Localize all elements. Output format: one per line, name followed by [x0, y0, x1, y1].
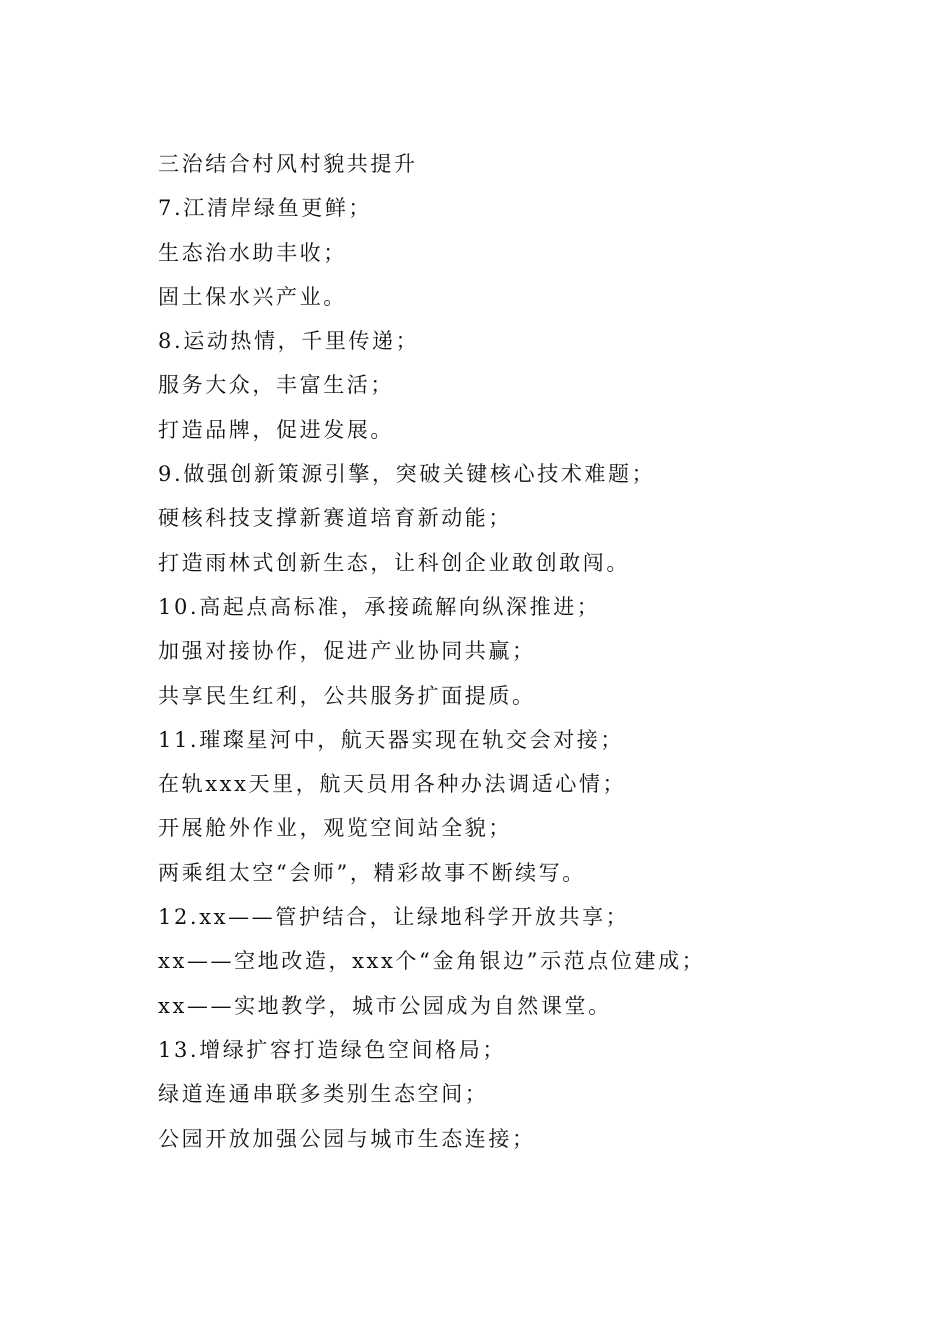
text-line: 加强对接协作，促进产业协同共赢； [158, 639, 536, 664]
text-line: 绿道连通串联多类别生态空间； [158, 1082, 489, 1107]
text-line: 11.璀璨星河中，航天器实现在轨交会对接； [158, 727, 624, 752]
text-line: 打造品牌，促进发展。 [158, 417, 394, 442]
text-line: 开展舱外作业，观览空间站全貌； [158, 816, 512, 841]
document-body [158, 142, 798, 1161]
text-line: xx——空地改造，xxx个“金角银边”示范点位建成； [158, 949, 706, 974]
text-line: 9.做强创新策源引擎，突破关键核心技术难题； [158, 462, 656, 487]
text-line: 生态治水助丰收； [158, 240, 347, 265]
text-line: 硬核科技支撑新赛道培育新动能； [158, 506, 512, 531]
text-line: 10.高起点高标准，承接疏解向纵深推进； [158, 594, 601, 619]
text-line: 打造雨林式创新生态，让科创企业敢创敢闯。 [158, 550, 630, 575]
text-line: 共享民生红利，公共服务扩面提质。 [158, 683, 536, 708]
text-line: 固土保水兴产业。 [158, 284, 347, 309]
text-line: 7.江清岸绿鱼更鲜； [158, 196, 373, 221]
text-line: 公园开放加强公园与城市生态连接； [158, 1126, 536, 1151]
text-line: 三治结合村风村貌共提升 [158, 152, 418, 176]
text-line: 服务大众，丰富生活； [158, 373, 394, 398]
text-line: 8.运动热情，千里传递； [158, 329, 420, 354]
text-line: 两乘组太空“会师”，精彩故事不断续写。 [158, 860, 586, 885]
text-line: 12.xx——管护结合，让绿地科学开放共享； [158, 905, 630, 930]
text-line: 13.增绿扩容打造绿色空间格局； [158, 1037, 506, 1062]
text-line: xx——实地教学，城市公园成为自然课堂。 [158, 993, 612, 1018]
text-line: 在轨xxx天里，航天员用各种办法调适心情； [158, 772, 627, 797]
